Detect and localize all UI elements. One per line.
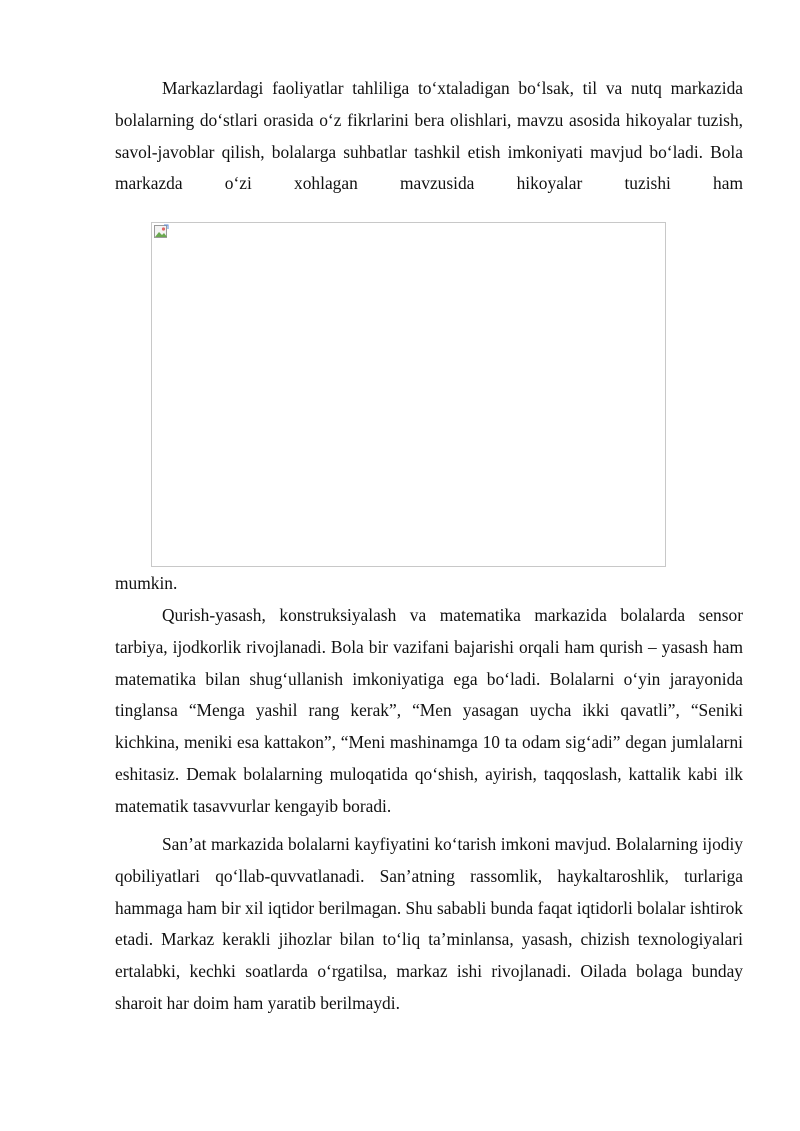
paragraph-sanat-markazi: San’at markazida bolalarni kayfiyatini ko‘tarish imkoni mavjud. Bolalarning ijodiy qobiliyatlari qo‘llab-quvvatlanadi. San’atning rassomlik, haykaltaroshlik, turlariga hammaga ham bir xil iqtidor berilmagan. Shu sababli bunda faqat iqtidorli bolalar ishtirok etadi. Markaz kerakli jihozlar bilan to‘liq ta’minlansa, yasash, chizish texnologiyalari ertalabki, kechki soatlarda o‘rgatilsa, markaz ishi rivojlanadi. Oilada bolaga bunday sharoit har doim ham yaratib berilmaydi. (115, 834, 743, 1013)
paragraph-til-va-nutq: Markazlardagi faoliyatlar tahliliga to‘xtaladigan bo‘lsak, til va nutq markazida bolalarning do‘stlari orasida o‘z fikrlarini bera olishlari, mavzu asosida hikoyalar tuzish, savol-javoblar qilish, bolalarga suhbatlar tashkil etish imkoniyati mavjud bo‘ladi. Bola markazda o‘zi xohlagan mavzusida hikoyalar tuzishi ham (115, 78, 743, 194)
image-placeholder (151, 222, 666, 567)
paragraph-continuation: mumkin. (115, 573, 178, 593)
paragraph-qurish-yasash: Qurish-yasash, konstruksiyalash va matematika markazida bolalarda sensor tarbiya, ijodkorlik rivojlanadi. Bola bir vazifani bajarishi orqali ham qurish – yasash ham matematika bilan shug‘ullanish imkoniyatiga ega bo‘ladi. Bolalarni o‘yin jarayonida tinglansa “Menga yashil rang kerak”, “Men yasagan uycha ikki qavatli”, “Seniki kichkina, meniki esa kattakon”, “Meni mashinamga 10 ta odam sig‘adi” degan jumlalarni eshitasiz. Demak bolalarning muloqatida qo‘shish, ayirish, taqqoslash, kattalik kabi ilk matematik tasavvurlar kengayib boradi. (115, 605, 743, 816)
broken-image-icon (153, 224, 169, 240)
